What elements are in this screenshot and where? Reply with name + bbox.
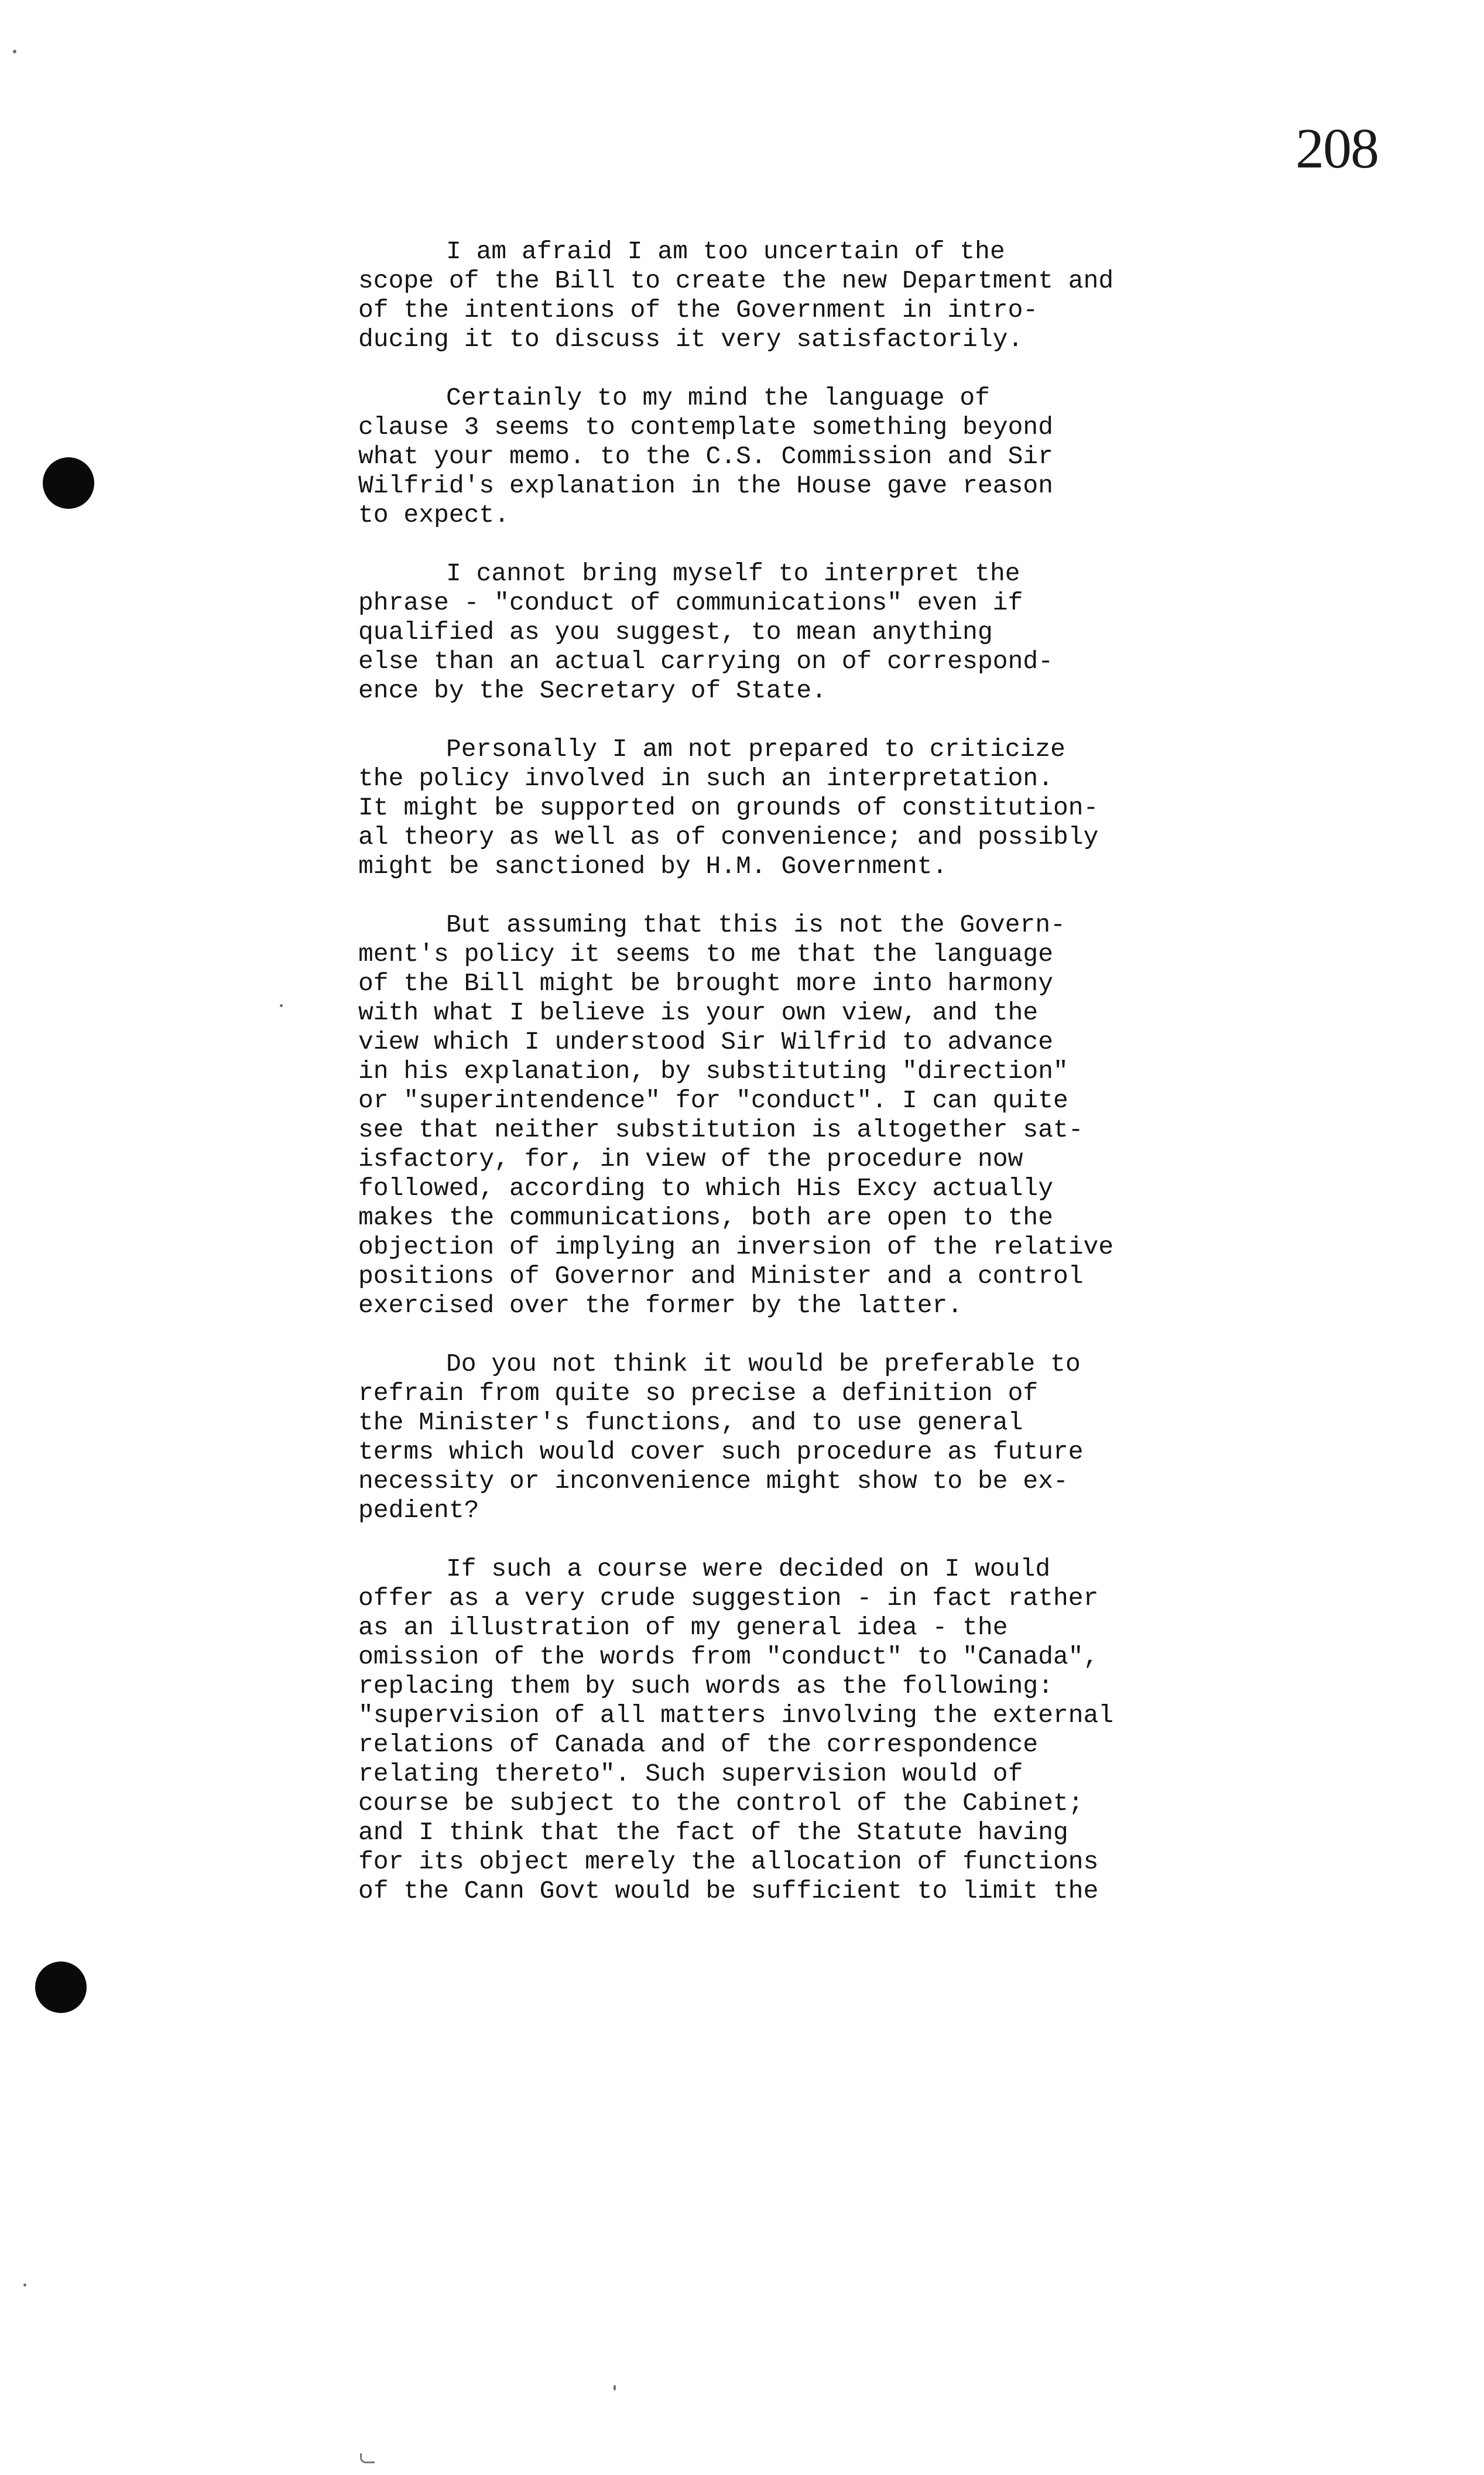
text-line: to expect. (358, 501, 510, 529)
text-line: I am afraid I am too uncertain of the (446, 237, 1005, 266)
text-line: might be sanctioned by H.M. Government. (358, 852, 948, 881)
text-line: exercised over the former by the latter. (358, 1291, 963, 1320)
text-line: Wilfrid's explanation in the House gave reason (358, 471, 1053, 500)
text-line: Certainly to my mind the language of (446, 384, 990, 412)
scan-speck (280, 1004, 283, 1007)
text-line: followed, according to which His Excy actually (358, 1174, 1053, 1203)
text-line: necessity or inconvenience might show to be ex- (358, 1467, 1068, 1495)
text-line: terms which would cover such procedure as future (358, 1437, 1084, 1466)
text-line: relations of Canada and of the correspondence (358, 1730, 1039, 1759)
paragraph-7 (358, 1555, 1248, 1906)
text-line: ducing it to discuss it very satisfactorily. (358, 325, 1023, 354)
text-line: But assuming that this is not the Govern- (446, 910, 1065, 939)
paragraph-5 (358, 910, 1248, 1320)
paragraph-6 (358, 1350, 1248, 1525)
text-line: qualified as you suggest, to mean anything (358, 618, 993, 646)
text-line: of the Cann Govt would be sufficient to limit the (358, 1877, 1099, 1905)
text-line: objection of implying an inversion of the relative (358, 1233, 1114, 1261)
scan-speck (614, 2385, 616, 2391)
text-line: isfactory, for, in view of the procedure now (358, 1145, 1023, 1173)
text-line: ment's policy it seems to me that the language (358, 940, 1053, 968)
paragraph-3 (358, 559, 1248, 706)
text-line: of the Bill might be brought more into harmony (358, 969, 1053, 998)
text-line: refrain from quite so precise a definition of (358, 1379, 1039, 1408)
text-line: Personally I am not prepared to criticize (446, 735, 1065, 764)
text-line: of the intentions of the Government in intro- (358, 296, 1039, 324)
text-line: positions of Governor and Minister and a control (358, 1262, 1084, 1290)
text-line: with what I believe is your own view, and the (358, 998, 1039, 1027)
punch-hole-top (43, 457, 94, 509)
text-line: and I think that the fact of the Statute having (358, 1818, 1068, 1847)
scan-speck (13, 50, 16, 53)
text-line: for its object merely the allocation of functions (358, 1847, 1099, 1876)
paragraph-4 (358, 735, 1248, 881)
paragraph-1 (358, 237, 1248, 354)
text-line: relating thereto". Such supervision would of (358, 1759, 1023, 1788)
text-line: Do you not think it would be preferable to (446, 1350, 1081, 1378)
text-line: or "superintendence" for "conduct". I can quite (358, 1086, 1068, 1115)
text-line: pedient? (358, 1496, 479, 1525)
text-line: in his explanation, by substituting "direction" (358, 1057, 1068, 1086)
text-line: the policy involved in such an interpretation. (358, 764, 1053, 793)
paragraph-2 (358, 384, 1248, 530)
text-line: else than an actual carrying on of correspond- (358, 647, 1053, 676)
text-line: course be subject to the control of the Cabinet; (358, 1789, 1084, 1817)
text-line: If such a course were decided on I would (446, 1555, 1051, 1583)
text-line: see that neither substitution is altogether sat- (358, 1115, 1084, 1144)
text-line: offer as a very crude suggestion - in fact rather (358, 1584, 1099, 1613)
text-line: "supervision of all matters involving the external (358, 1701, 1114, 1730)
text-line: I cannot bring myself to interpret the (446, 559, 1020, 588)
text-line: as an illustration of my general idea - the (358, 1613, 1008, 1642)
text-line: phrase - "conduct of communications" even if (358, 588, 1023, 617)
page-number: 208 (1295, 117, 1378, 180)
text-line: makes the communications, both are open to the (358, 1203, 1053, 1232)
scan-speck (23, 2284, 26, 2286)
text-line: clause 3 seems to contemplate something beyond (358, 413, 1053, 441)
letter-body (358, 237, 1248, 1935)
text-line: al theory as well as of convenience; and possibly (358, 823, 1099, 851)
text-line: ence by the Secretary of State. (358, 676, 827, 705)
text-line: omission of the words from "conduct" to "Canada", (358, 1642, 1099, 1671)
text-line: the Minister's functions, and to use general (358, 1408, 1023, 1437)
text-line: It might be supported on grounds of constitution- (358, 793, 1099, 822)
scan-edge-mark (360, 2453, 375, 2463)
text-line: replacing them by such words as the following: (358, 1672, 1053, 1700)
text-line: what your memo. to the C.S. Commission and Sir (358, 442, 1053, 471)
text-line: view which I understood Sir Wilfrid to advance (358, 1028, 1053, 1056)
punch-hole-bottom (35, 1961, 87, 2013)
text-line: scope of the Bill to create the new Department and (358, 266, 1114, 295)
